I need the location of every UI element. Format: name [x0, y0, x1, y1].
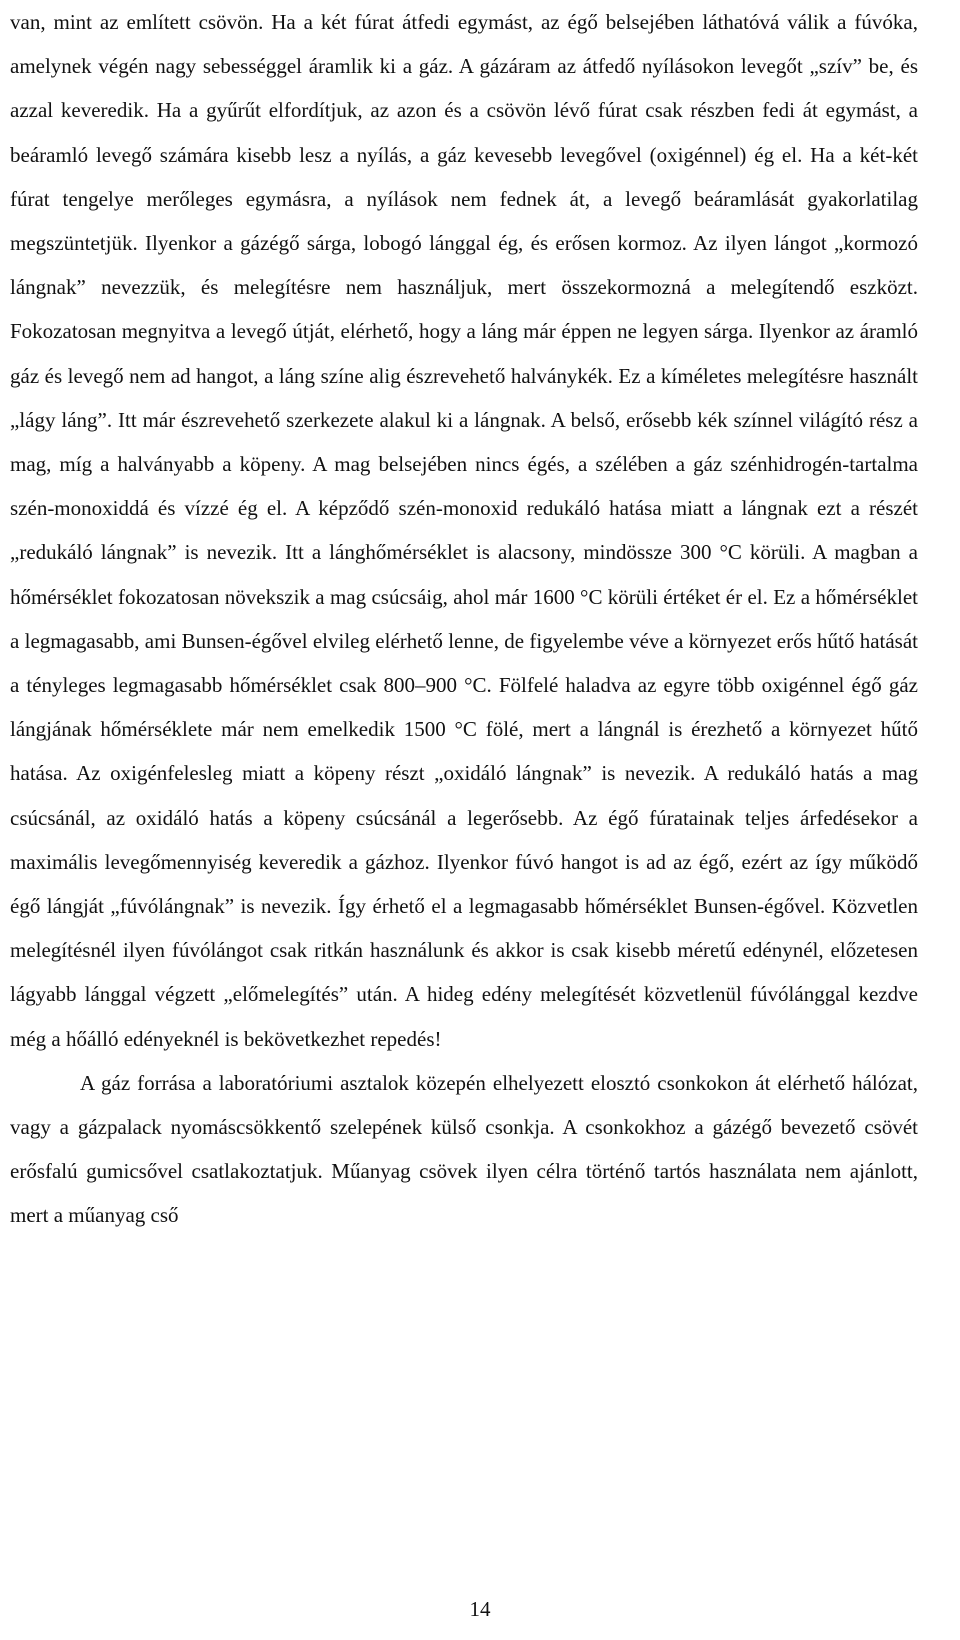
- paragraph-gas-source: A gáz forrása a laboratóriumi asztalok közepén elhelyezett elosztó csonkokon át elérhető hálózat, vagy a gázpalack nyomáscsökkentő szelepének külső csonkja. A csonkokhoz a gázégő bevezető csövét erősfalú gumicsővel csatlakoztatjuk. Műanyag csövek ilyen célra történő tartós használata nem ajánlott, mert a műanyag cső: [10, 1070, 918, 1228]
- paragraph-continuation: van, mint az említett csövön. Ha a két fúrat átfedi egymást, az égő belsejében láthatóvá válik a fúvóka, amelynek végén nagy sebességgel áramlik ki a gáz. A gázáram az átfedő nyílásokon levegőt „szív” be, és azzal keveredik. Ha a gyűrűt elfordítjuk, az azon és a csövön lévő fúrat csak részben fedi át egymást, a beáramló levegő számára kisebb lesz a nyílás, a gáz kevesebb levegővel (oxigénnel) ég el. Ha a két-két fúrat tengelye merőleges egymásra, a nyílások nem fednek át, a levegő beáramlását gyakorlatilag megszüntetjük. Ilyenkor a gázégő sárga, lobogó lánggal ég, és erősen kormoz. Az ilyen lángot „kormozó lángnak” nevezzük, és melegítésre nem használjuk, mert összekormozná a melegítendő eszközt. Fokozatosan megnyitva a levegő útját, elérhető, hogy a láng már éppen ne legyen sárga. Ilyenkor az áramló gáz és levegő nem ad hangot, a láng színe alig észrevehető halványkék. Ez a kíméletes melegítésre használt „lágy láng”. Itt már észrevehető szerkezete alakul ki a lángnak. A belső, erősebb kék színnel világító rész a mag, míg a halványabb a köpeny. A mag belsejében nincs égés, a szélében a gáz szénhidrogén-tartalma szén-monoxiddá és vízzé ég el. A képződő szén-monoxid redukáló hatása miatt a lángnak ezt a részét „redukáló lángnak” is nevezik. Itt a lánghőmérséklet is alacsony, mindössze 300 °C körüli. A magban a hőmérséklet fokozatosan növekszik a mag csúcsáig, ahol már 1600 °C körüli értéket ér el. Ez a hőmérséklet a legmagasabb, ami Bunsen-égővel elvileg elérhető lenne, de figyelembe véve a környezet erős hűtő hatását a tényleges legmagasabb hőmérséklet csak 800–900 °C. Fölfelé haladva az egyre több oxigénnel égő gáz lángjának hőmérséklete már nem emelkedik 1500 °C fölé, mert a lángnál is érezhető a környezet hűtő hatása. Az oxigénfelesleg miatt a köpeny részt „oxidáló lángnak” is nevezik. A redukáló hatás a mag csúcsánál, az oxidáló hatás a köpeny csúcsánál a legerősebb. Az égő fúratainak teljes árfedésekor a maximális levegőmennyiség keveredik a gázhoz. Ilyenkor fúvó hangot is ad az égő, ezért az így működő égő lángját „fúvólángnak” is nevezik. Így érhető el a legmagasabb hőmérséklet Bunsen-égővel. Közvetlen melegítésnél ilyen fúvólángot csak ritkán használunk és akkor is csak kisebb méretű edénynél, előzetesen lágyabb lánggal végzett „előmelegítés” után. A hideg edény melegítését közvetlenül fúvólánggal kezdve még a hőálló edényeknél is bekövetkezhet repedés!: [10, 10, 918, 1051]
- body-text: [10, 0, 918, 1238]
- page-number: 14: [469, 1597, 491, 1621]
